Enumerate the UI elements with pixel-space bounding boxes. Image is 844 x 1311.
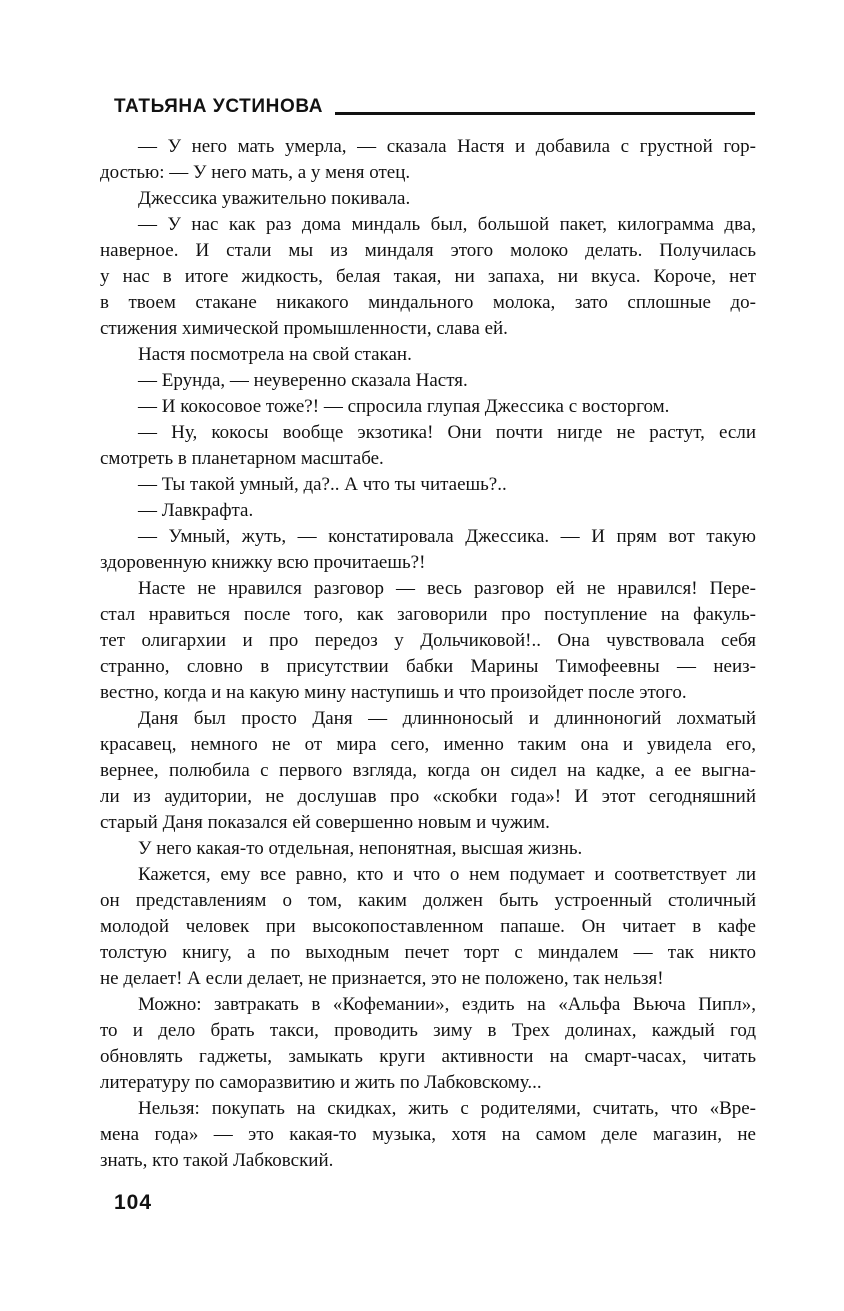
author-name: ТАТЬЯНА УСТИНОВА — [114, 96, 324, 117]
text-line: смотреть в планетарном масштабе. — [100, 448, 384, 469]
text-line: старый Даня показался ей совершенно новым и чужим. — [100, 812, 550, 833]
text-line: в твоем стакане никакого миндального молока, зато сплошные до- — [100, 292, 756, 313]
text-line: — И кокосовое тоже?! — спросила глупая Джессика с восторгом. — [138, 396, 670, 417]
text-line: литературу по саморазвитию и жить по Лабковскому... — [100, 1072, 542, 1093]
text-line: Джессика уважительно покивала. — [138, 188, 411, 209]
text-line: — У него мать умерла, — сказала Настя и добавила с грустной гор- — [138, 136, 756, 157]
text-line: ли из аудитории, не дослушав про «скобки года»! И этот сегодняшний — [100, 786, 756, 807]
text-line: наверное. И стали мы из миндаля этого молоко делать. Получилась — [100, 240, 756, 261]
text-line: — Ну, кокосы вообще экзотика! Они почти нигде не растут, если — [138, 422, 756, 443]
text-line: Кажется, ему все равно, кто и что о нем подумает и соответствует ли — [138, 864, 756, 885]
text-line: Насте не нравился разговор — весь разговор ей не нравился! Пере- — [138, 578, 756, 599]
text-line: странно, словно в присутствии бабки Марины Тимофеевны — неиз- — [100, 656, 756, 677]
text-line: толстую книгу, а по выходным печет торт с миндалем — так никто — [100, 942, 756, 963]
text-line: не делает! А если делает, не признается, это не положено, так нельзя! — [100, 968, 664, 989]
text-line: — Умный, жуть, — констатировала Джессика. — И прям вот такую — [138, 526, 756, 547]
text-line: обновлять гаджеты, замыкать круги активности на смарт-часах, читать — [100, 1046, 756, 1067]
running-header — [114, 96, 755, 118]
text-line: здоровенную книжку всю прочитаешь?! — [100, 552, 426, 573]
text-line: — У нас как раз дома миндаль был, большой пакет, килограмма два, — [138, 214, 756, 235]
text-line: вернее, полюбила с первого взгляда, когда он сидел на кадке, а ее выгна- — [100, 760, 756, 781]
text-line: стал нравиться после того, как заговорили про поступление на факуль- — [100, 604, 756, 625]
text-line: вестно, когда и на какую мину наступишь и что произойдет после этого. — [100, 682, 687, 703]
text-line: Настя посмотрела на свой стакан. — [138, 344, 412, 365]
text-line: у нас в итоге жидкость, белая такая, ни запаха, ни вкуса. Короче, нет — [100, 266, 756, 287]
text-line: мена года» — это какая-то музыка, хотя на самом деле магазин, не — [100, 1124, 756, 1145]
text-line: тет олигархии и про передоз у Дольчиковой!.. Она чувствовала себя — [100, 630, 756, 651]
text-line: красавец, немного не от мира сего, именно таким она и увидела его, — [100, 734, 756, 755]
text-line: У него какая-то отдельная, непонятная, высшая жизнь. — [138, 838, 583, 859]
header-rule — [335, 112, 755, 115]
text-line: то и дело брать такси, проводить зиму в Трех долинах, каждый год — [100, 1020, 756, 1041]
text-line: стижения химической промышленности, слава ей. — [100, 318, 508, 339]
text-line: Даня был просто Даня — длинноносый и длинноногий лохматый — [138, 708, 756, 729]
text-line: знать, кто такой Лабковский. — [100, 1150, 334, 1171]
text-line: — Ерунда, — неуверенно сказала Настя. — [138, 370, 468, 391]
text-line: достью: — У него мать, а у меня отец. — [100, 162, 411, 183]
text-line: он представлениям о том, каким должен быть устроенный столичный — [100, 890, 756, 911]
page-number: 104 — [114, 1191, 153, 1214]
text-line: — Ты такой умный, да?.. А что ты читаешь?.. — [138, 474, 507, 495]
text-line: Нельзя: покупать на скидках, жить с родителями, считать, что «Вре- — [138, 1098, 756, 1119]
body-text — [100, 134, 756, 1174]
text-line: — Лавкрафта. — [138, 500, 254, 521]
text-line: молодой человек при высокопоставленном папаше. Он читает в кафе — [100, 916, 756, 937]
text-line: Можно: завтракать в «Кофемании», ездить на «Альфа Вьюча Пипл», — [138, 994, 756, 1015]
